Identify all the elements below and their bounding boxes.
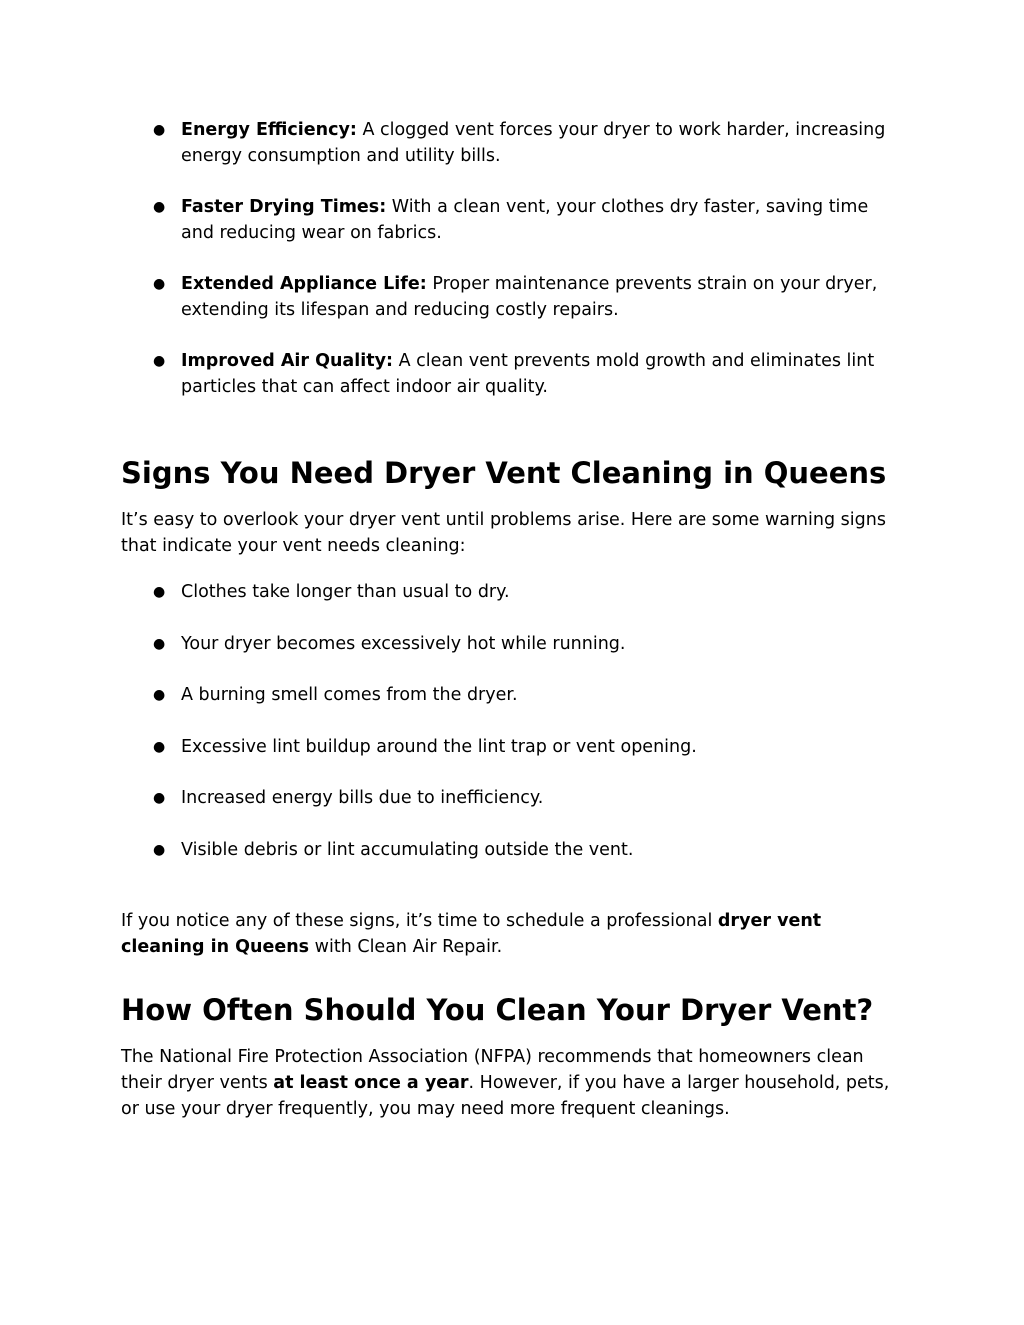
signs-list: [121, 579, 891, 863]
frequency-heading: How Often Should You Clean Your Dryer Vent?: [121, 992, 874, 1027]
sign-text: Your dryer becomes excessively hot while running.: [181, 633, 626, 654]
frequency-text-end: . However, if you have a larger household, pets, or use your dryer frequently, you may need more frequent cleanings.: [121, 1072, 890, 1119]
benefit-text: A clean vent prevents mold growth and eliminates lint particles that can affect indoor air quality.: [181, 351, 875, 397]
list-item: [121, 348, 891, 400]
list-item: [121, 579, 891, 605]
bullet-icon: ●: [153, 276, 166, 292]
list-item: [121, 271, 891, 323]
bullet-icon: ●: [153, 841, 166, 858]
benefit-label: Faster Drying Times:: [181, 197, 387, 217]
list-item: [121, 631, 891, 657]
closing-text-bold: dryer vent cleaning in Queens: [121, 910, 822, 957]
list-item: [121, 117, 891, 169]
signs-heading: Signs You Need Dryer Vent Cleaning in Queens: [121, 456, 887, 490]
sign-text: A burning smell comes from the dryer.: [181, 685, 518, 705]
list-item: [121, 837, 891, 863]
benefit-label: Improved Air Quality:: [181, 351, 393, 371]
benefit-label: Energy Efficiency:: [181, 120, 357, 140]
bullet-icon: ●: [153, 584, 166, 600]
closing-text-start: If you notice any of these signs, it’s time to schedule a professional: [121, 910, 718, 931]
sign-text: Increased energy bills due to inefficiency.: [181, 788, 544, 808]
bullet-icon: ●: [153, 199, 166, 215]
sign-text: Clothes take longer than usual to dry.: [181, 582, 510, 602]
signs-intro: It’s easy to overlook your dryer vent until problems arise. Here are some warning signs that indicate your vent needs cleaning:: [121, 510, 886, 556]
list-item: [121, 785, 891, 811]
page-content: [121, 117, 891, 1122]
frequency-text-bold: at least once a year: [273, 1072, 469, 1093]
benefit-label: Extended Appliance Life:: [181, 274, 427, 294]
sign-text: Excessive lint buildup around the lint trap or vent opening.: [181, 736, 697, 757]
closing-text-end: with Clean Air Repair.: [309, 936, 503, 957]
bullet-icon: ●: [153, 353, 166, 369]
list-item: [121, 682, 891, 708]
benefit-text: Proper maintenance prevents strain on your dryer, extending its lifespan and reducing costly repairs.: [181, 274, 878, 320]
sign-text: Visible debris or lint accumulating outside the vent.: [181, 839, 634, 860]
benefit-text: A clogged vent forces your dryer to work harder, increasing energy consumption and utility bills.: [181, 120, 886, 166]
frequency-paragraph: [121, 1044, 891, 1122]
frequency-text-start: The National Fire Protection Association (NFPA) recommends that homeowners clean their dryer vents: [121, 1046, 864, 1093]
bullet-icon: ●: [153, 790, 166, 806]
benefits-list: [121, 117, 891, 400]
bullet-icon: ●: [153, 687, 166, 703]
bullet-icon: ●: [153, 635, 166, 652]
signs-closing-paragraph: [121, 908, 891, 960]
list-item: [121, 734, 891, 760]
benefit-text: With a clean vent, your clothes dry faster, saving time and reducing wear on fabrics.: [181, 197, 869, 243]
list-item: [121, 194, 891, 246]
bullet-icon: ●: [153, 738, 166, 755]
bullet-icon: ●: [153, 122, 166, 138]
